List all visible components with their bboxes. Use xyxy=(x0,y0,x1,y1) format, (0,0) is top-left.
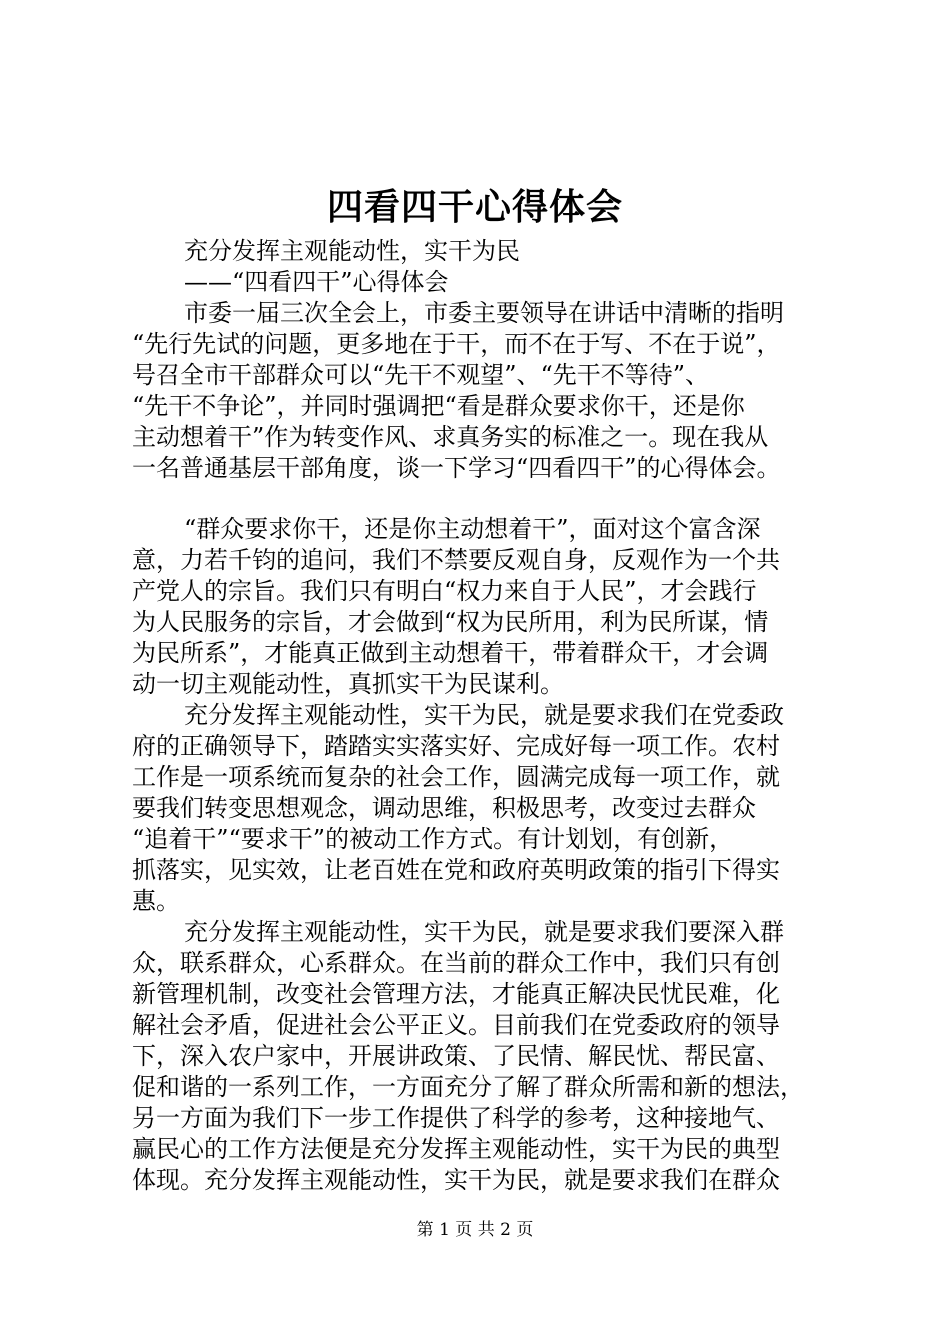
paragraph-line: 惠。 xyxy=(132,887,180,915)
paragraph-line: 府的正确领导下，踏踏实实落实好、完成好每一项工作。农村 xyxy=(132,732,780,760)
paragraph-4 xyxy=(132,917,832,1196)
paragraph-spacer xyxy=(132,484,832,514)
paragraph-line: 为民所系”，才能真正做到主动想着干，带着群众干，才会调 xyxy=(132,639,769,667)
paragraph-line: “先行先试的问题，更多地在于干，而不在于写、不在于说”， xyxy=(132,330,781,358)
document-body xyxy=(132,236,832,1196)
paragraph-line: 主动想着干”作为转变作风、求真务实的标准之一。现在我从 xyxy=(132,423,769,451)
paragraph-line: 促和谐的一系列工作，一方面充分了解了群众所需和新的想法， xyxy=(132,1073,804,1101)
paragraph-line: 下，深入农户家中，开展讲政策、了民情、解民忧、帮民富、 xyxy=(132,1042,780,1070)
document-title: 四看四干心得体会 xyxy=(326,186,623,228)
paragraph-line: 新管理机制，改变社会管理方法，才能真正解决民忧民难，化 xyxy=(132,980,780,1008)
page-number: 第 1 页 共 2 页 xyxy=(416,1220,534,1240)
paragraph-line: “先干不争论”，并同时强调把“看是群众要求你干，还是你 xyxy=(132,392,745,420)
paragraph-line: 体现。充分发挥主观能动性，实干为民，就是要求我们在群众 xyxy=(132,1166,780,1194)
paragraph-line: 赢民心的工作方法便是充分发挥主观能动性，实干为民的典型 xyxy=(132,1135,780,1163)
paragraph-3 xyxy=(132,700,832,917)
paragraph-1 xyxy=(132,298,832,484)
paragraph-line: 意，力若千钧的追问，我们不禁要反观自身，反观作为一个共 xyxy=(132,546,780,574)
subtitle-2: ——“四看四干”心得体会 xyxy=(184,268,449,296)
paragraph-line: 充分发挥主观能动性，实干为民，就是要求我们要深入群 xyxy=(184,918,784,946)
paragraph-line: 要我们转变思想观念，调动思维，积极思考，改变过去群众 xyxy=(132,794,756,822)
paragraph-line: 产党人的宗旨。我们只有明白“权力来自于人民”，才会践行 xyxy=(132,577,757,605)
paragraph-line: 为人民服务的宗旨，才会做到“权为民所用，利为民所谋，情 xyxy=(132,608,769,636)
paragraph-line: 市委一届三次全会上，市委主要领导在讲话中清晰的指明 xyxy=(184,299,784,327)
paragraph-line: 一名普通基层干部角度，谈一下学习“四看四干”的心得体会。 xyxy=(132,454,781,482)
paragraph-line: 解社会矛盾，促进社会公平正义。目前我们在党委政府的领导 xyxy=(132,1011,780,1039)
paragraph-line: 工作是一项系统而复杂的社会工作，圆满完成每一项工作，就 xyxy=(132,763,780,791)
paragraph-2 xyxy=(132,514,832,700)
paragraph-line: 动一切主观能动性，真抓实干为民谋利。 xyxy=(132,670,564,698)
paragraph-line: 充分发挥主观能动性，实干为民，就是要求我们在党委政 xyxy=(184,701,784,729)
paragraph-line: “群众要求你干，还是你主动想着干”，面对这个富含深 xyxy=(184,515,761,543)
paragraph-line: 另一方面为我们下一步工作提供了科学的参考，这种接地气、 xyxy=(132,1104,780,1132)
paragraph-line: 号召全市干部群众可以“先干不观望”、“先干不等待”、 xyxy=(132,361,710,389)
subtitle: 充分发挥主观能动性，实干为民 xyxy=(184,237,520,265)
paragraph-line: 抓落实，见实效，让老百姓在党和政府英明政策的指引下得实 xyxy=(132,856,780,884)
paragraph-line: “追着干”“要求干”的被动工作方式。有计划划，有创新， xyxy=(132,825,734,853)
paragraph-line: 众，联系群众，心系群众。在当前的群众工作中，我们只有创 xyxy=(132,949,780,977)
